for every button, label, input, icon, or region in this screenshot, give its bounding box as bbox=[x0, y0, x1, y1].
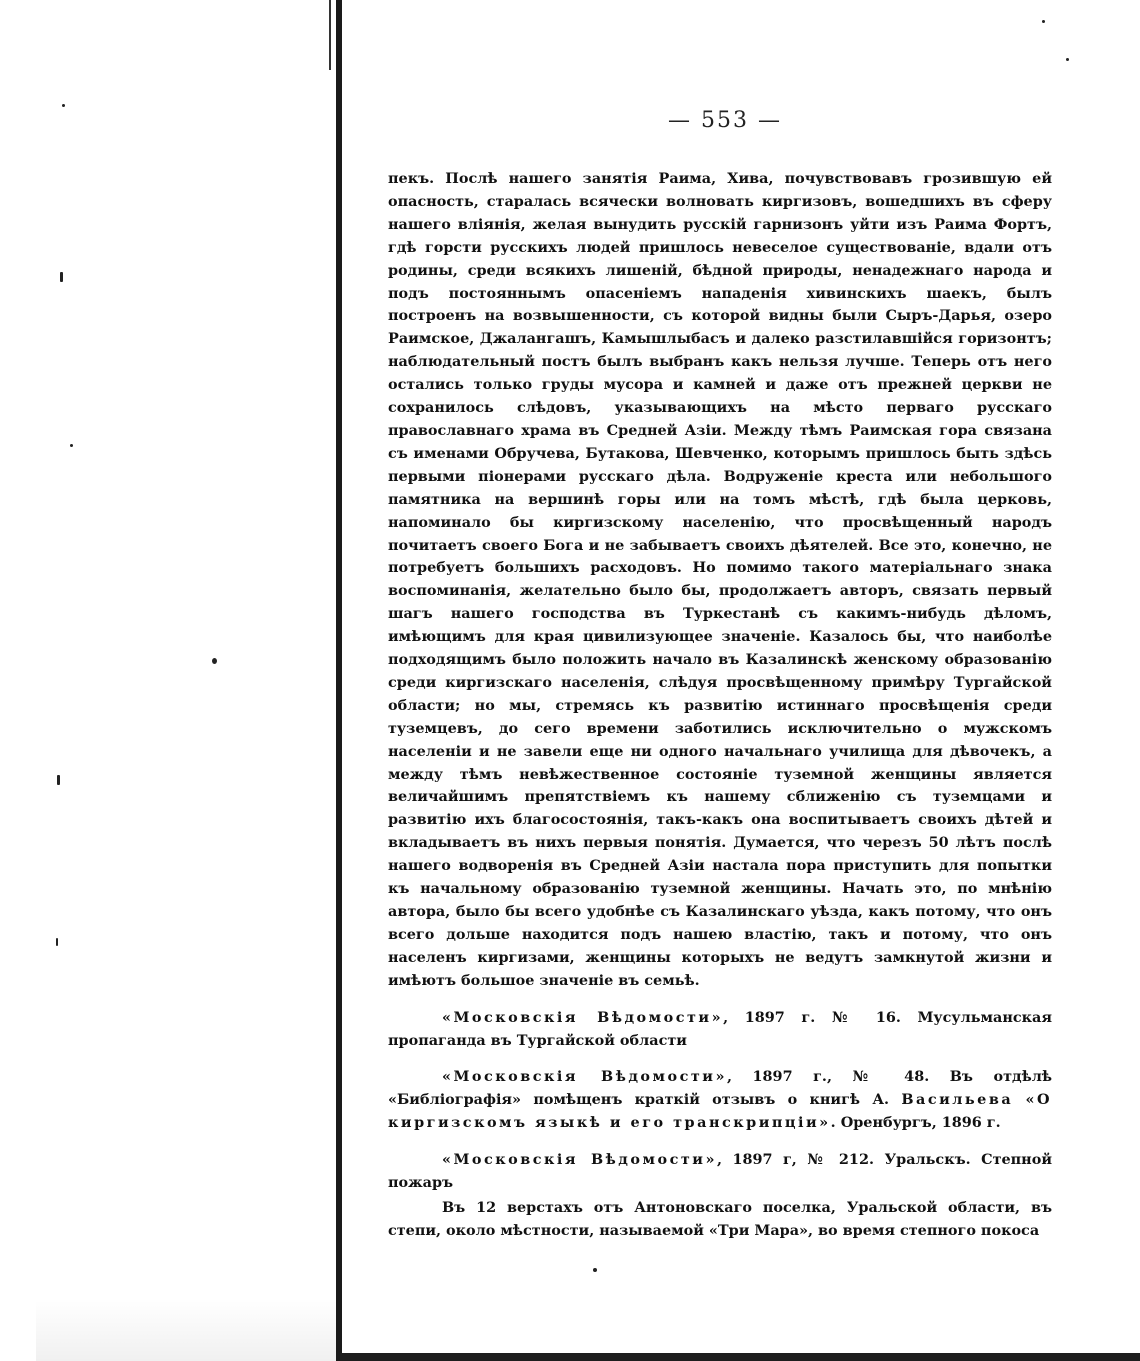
page-number: — 553 — bbox=[668, 108, 782, 133]
left-margin bbox=[0, 0, 330, 1361]
scan-speck bbox=[593, 1268, 597, 1272]
entry-text: , 1897 г. № 16. Мусульманская пропаганда въ Тургайской области bbox=[388, 1008, 1052, 1049]
scan-speck bbox=[60, 272, 63, 282]
binding-shadow bbox=[329, 0, 331, 70]
entry-text: , 1897 г., № 48. Въ отдѣлѣ «Библіографія» помѣщенъ краткій отзывъ о книгѣ А. bbox=[388, 1068, 1052, 1109]
text-column bbox=[388, 168, 1052, 1243]
source-title: «Московскія Вѣдомости» bbox=[442, 1068, 727, 1086]
bibliography-entry bbox=[388, 1149, 1052, 1195]
scan-speck bbox=[62, 104, 65, 107]
scan-speck bbox=[212, 658, 217, 664]
scan-speck bbox=[70, 444, 73, 447]
author-name: Васильева bbox=[901, 1091, 1014, 1109]
source-title: «Московскія Вѣдомости» bbox=[442, 1151, 717, 1169]
bibliography-entry bbox=[388, 1007, 1052, 1053]
page-corner-shadow bbox=[36, 1300, 336, 1361]
scan-speck bbox=[56, 938, 58, 946]
entry-text: . Оренбургъ, 1896 г. bbox=[830, 1114, 1001, 1132]
source-title: «Московскія Вѣдомости» bbox=[442, 1008, 724, 1026]
bibliography-entry bbox=[388, 1066, 1052, 1135]
book-title: «О киргизскомъ языкѣ и его транскрипціи» bbox=[388, 1091, 1052, 1132]
scan-speck bbox=[1066, 58, 1069, 61]
entry-text bbox=[1013, 1091, 1025, 1108]
entry-text: , 1897 г, № 212. Уральскъ. Степной пожаръ bbox=[388, 1151, 1052, 1192]
body-paragraph: пекъ. Послѣ нашего занятія Раима, Хива, почувствовавъ грозившую ей опасность, старалась всячески волновать киргизовъ, вошедшихъ въ сферу нашего вліянія, желая вынудить русскій гарнизонъ уйти изъ Раима Фортъ, гдѣ горсти русскихъ людей пришлось невеселое существованіе, вдали отъ родины, среди всякихъ лишеній, бѣдной природы, ненадежнаго народа и подъ постояннымъ опасеніемъ нападенія хивинскихъ шаекъ, былъ построенъ на возвышенности, съ которой видны были Сыръ-Дарья, озеро Раимское, Джалангашъ, Камышлыбасъ и далеко разстилавшійся горизонтъ; наблюдательный постъ былъ выбранъ какъ нельзя лучше. Теперь отъ него остались только груды мусора и камней и даже отъ прежней церкви не сохранилось слѣдовъ, указывающихъ на мѣсто перваго русскаго православнаго храма въ Средней Азіи. Между тѣмъ Раимская гора связана съ именами Обручева, Бутакова, Шевченко, которымъ пришлось быть здѣсь первыми піонерами русскаго дѣла. Водруженіе креста или небольшого памятника на вершинѣ горы или на томъ мѣстѣ, гдѣ была церковь, напоминало бы киргизскому населенію, что просвѣщенный народъ почитаетъ своего Бога и не забываетъ своихъ дѣятелей. Все это, конечно, не потребуетъ большихъ расходовъ. Но помимо такого матеріальнаго знака воспоминанія, желательно было бы, продолжаетъ авторъ, связать первый шагъ нашего господства въ Туркестанѣ съ какимъ-нибудь дѣломъ, имѣющимъ для края цивилизующее значеніе. Казалось бы, что наиболѣе подходящимъ было положить начало въ Казалинскѣ женскому образованію среди киргизскаго населенія, слѣдуя просвѣщенному примѣру Тургайской области; но мы, стремясь къ развитію истиннаго просвѣщенія среди туземцевъ, до сего времени заботились исключительно о мужскомъ населеніи и не завели еще ни одного начальнаго училища для дѣвочекъ, а между тѣмъ невѣжественное состояніе туземной женщины является величайшимъ препятствіемъ къ нашему сближенію съ туземцами и развитію ихъ благосостоянія, такъ-какъ она воспитываетъ своихъ дѣтей и вкладываетъ въ нихъ первыя понятія. Думается, что черезъ 50 лѣтъ послѣ нашего водворенія въ Средней Азіи настала пора приступить для попытки къ начальному образованію туземной женщины. Начать это, по мнѣнію автора, было бы всего удобнѣе съ Казалинскаго уѣзда, какъ потому, что онъ всего дольше находится подъ нашею властію, такъ и потому, что онъ населенъ киргизами, женщины которыхъ не ведутъ замкнутой жизни и имѣютъ большое значеніе въ семьѣ. bbox=[388, 170, 1052, 989]
scan-speck bbox=[1042, 20, 1045, 23]
scan-speck bbox=[57, 775, 60, 785]
binding-line bbox=[336, 0, 342, 1361]
page-bottom-edge bbox=[340, 1353, 1140, 1361]
news-paragraph: Въ 12 верстахъ отъ Антоновскаго поселка, Уральской области, въ степи, около мѣстности, называемой «Три Мара», во время степного покоса bbox=[388, 1198, 1052, 1239]
